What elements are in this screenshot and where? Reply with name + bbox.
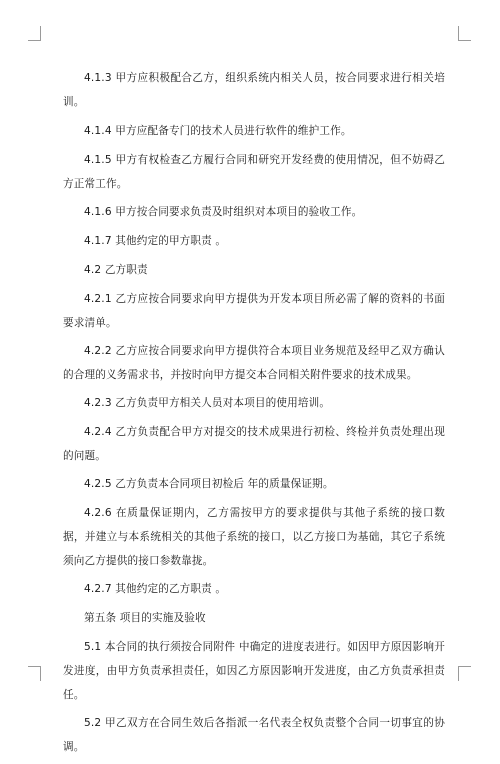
clause-5-1: 5.1 本合同的执行须按合同附件 中确定的进度表进行。如因甲方原因影响开发进度，由甲方负责承担责任，如因乙方原因影响开发进度，由乙方负责承担责任。 — [63, 641, 445, 701]
clause-4-1-3: 4.1.3 甲方应积极配合乙方，组织系统内相关人员，按合同要求进行相关培训。 — [63, 72, 445, 108]
document-body — [63, 66, 445, 764]
clause-4-1-6: 4.1.6 甲方按合同要求负责及时组织对本项目的验收工作。 — [84, 206, 363, 218]
clause-4-2-5: 4.2.5 乙方负责本合同项目初检后 年的质量保证期。 — [84, 478, 334, 490]
crop-mark-top-right — [458, 26, 471, 41]
clause-4-2-4: 4.2.4 乙方负责配合甲方对提交的技术成果进行初检、终检并负责处理出现的问题。 — [63, 426, 445, 462]
clause-4-2-6: 4.2.6 在质量保证期内，乙方需按甲方的要求提供与其他子系统的接口数据，并建立与本系统相关的其他子系统的接口，以乙方接口为基础，其它子系统须向乙方提供的接口参数靠拢。 — [63, 507, 445, 567]
clause-4-2-1: 4.2.1 乙方应按合同要求向甲方提供为开发本项目所必需了解的资料的书面要求清单。 — [63, 293, 445, 329]
clause-4-1-5: 4.1.5 甲方有权检查乙方履行合同和研究开发经费的使用情况，但不妨碍乙方正常工作。 — [63, 154, 445, 190]
clause-4-2-3: 4.2.3 乙方负责甲方相关人员对本项目的使用培训。 — [84, 397, 331, 409]
clause-5-2: 5.2 甲乙双方在合同生效后各指派一名代表全权负责整个合同一切事宜的协调。 — [63, 717, 445, 753]
clause-4-1-7: 4.1.7 其他约定的甲方职责 。 — [84, 235, 227, 247]
crop-mark-top-left — [28, 26, 41, 41]
crop-mark-bottom-right — [458, 666, 471, 681]
clause-4-2-7: 4.2.7 其他约定的乙方职责 。 — [84, 583, 227, 595]
crop-mark-bottom-left — [28, 666, 41, 681]
clause-4-1-4: 4.1.4 甲方应配备专门的技术人员进行软件的维护工作。 — [84, 125, 352, 137]
section-heading-4-2: 4.2 乙方职责 — [84, 264, 148, 276]
clause-4-2-2: 4.2.2 乙方应按合同要求向甲方提供符合本项目业务规范及经甲乙双方确认的合理的义务需求书，并按时向甲方提交本合同相关附件要求的技术成果。 — [63, 345, 445, 381]
article-heading-5: 第五条 项目的实施及验收 — [84, 612, 206, 624]
